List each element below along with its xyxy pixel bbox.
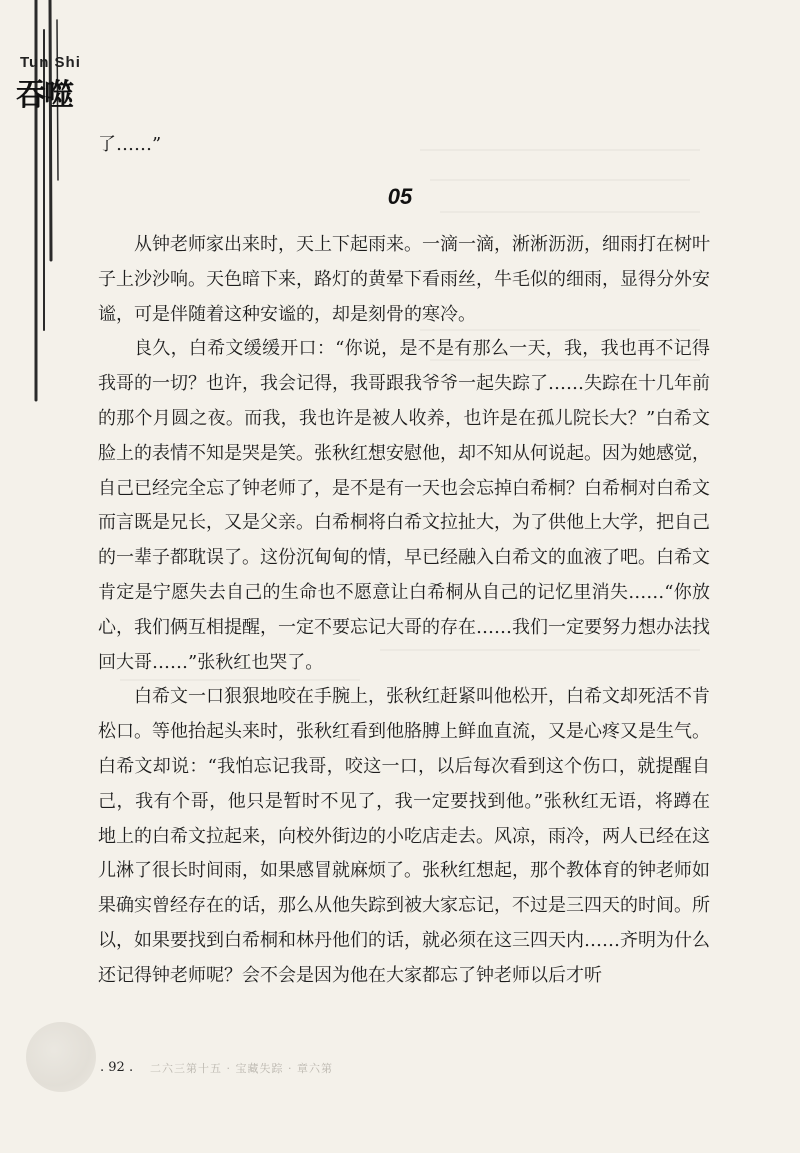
footer-emblem xyxy=(26,1022,96,1092)
page-number: . 92 . xyxy=(100,1060,134,1075)
paragraph-2: 良久，白希文缓缓开口：“你说，是不是有那么一天，我，我也再不记得我哥的一切？也许，我会记得，我哥跟我爷爷一起失踪了……失踪在十几年前的那个月圆之夜。而我，我也许是被人收养，也许是在孤儿院长大？”白希文脸上的表情不知是哭是笑。张秋红想安慰他，却不知从何说起。因为她感觉，自己已经完全忘了钟老师了，是不是有一天也会忘掉白希桐？白希桐对白希文而言既是兄长，又是父亲。白希桐将白希文拉扯大，为了供他上大学，把自己的一辈子都耽误了。这份沉甸甸的情，早已经融入白希文的血液了吧。白希文肯定是宁愿失去自己的生命也不愿意让白希桐从自己的记忆里消失……“你放心，我们俩互相提醒，一定不要忘记大哥的存在……我们一定要努力想办法找回大哥……”张秋红也哭了。 xyxy=(98,338,710,673)
chapter-number: 05 xyxy=(387,184,413,209)
paragraph-3: 白希文一口狠狠地咬在手腕上，张秋红赶紧叫他松开，白希文却死活不肯松口。等他抬起头来时，张秋红看到他胳膊上鲜血直流，又是心疼又是生气。白希文却说：“我怕忘记我哥，咬这一口，以后每次看到这个伤口，就提醒自己，我有个哥，他只是暂时不见了，我一定要找到他。”张秋红无语，将蹲在地上的白希文拉起来，向校外街边的小吃店走去。风凉，雨冷，两人已经在这儿淋了很长时间雨，如果感冒就麻烦了。张秋红想起，那个教体育的钟老师如果确实曾经存在的话，那么从他失踪到被大家忘记，不过是三四天的时间。所以，如果要找到白希桐和林丹他们的话，就必须在这三四天内……齐明为什么还记得钟老师呢？会不会是因为他在大家都忘了钟老师以后才听 xyxy=(98,686,710,986)
header-pinyin: Tun Shi xyxy=(20,54,81,71)
paragraph-1: 从钟老师家出来时，天上下起雨来。一滴一滴，淅淅沥沥，细雨打在树叶子上沙沙响。天色暗下来，路灯的黄晕下看雨丝，牛毛似的细雨，显得分外安谧，可是伴随着这种安谧的，却是刻骨的寒冷。 xyxy=(98,234,710,325)
lead-line: 了……” xyxy=(98,134,162,155)
header-title: 吞噬 xyxy=(16,78,72,113)
body-text xyxy=(98,228,710,994)
footer-faded-text: 二六三第十五 · 宝藏失踪 · 章六第 xyxy=(150,1062,333,1075)
